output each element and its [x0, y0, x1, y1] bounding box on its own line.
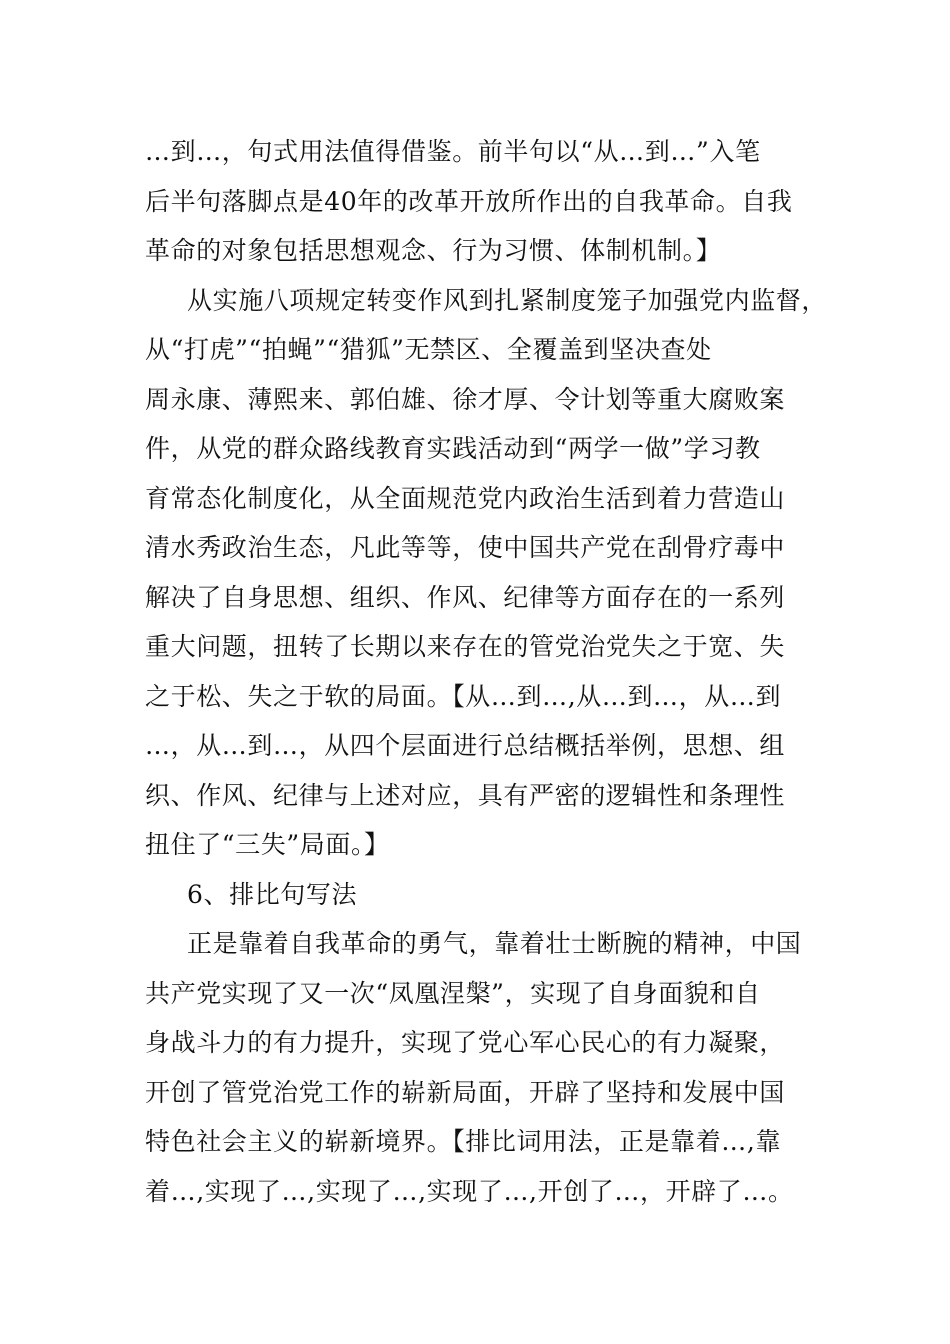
paragraph-start-line: 正是靠着自我革命的勇气，靠着壮士断腕的精神，中国: [187, 929, 802, 958]
text-line: 件，从党的群众路线教育实践活动到“两学一做”学习教: [145, 434, 761, 463]
paragraph-start-line: 从实施八项规定转变作风到扎紧制度笼子加强党内监督，: [187, 285, 828, 315]
text-line: 身战斗力的有力提升，实现了党心军心民心的有力凝聚，: [145, 1028, 786, 1057]
text-line: 育常态化制度化，从全面规范党内政治生活到着力营造山: [145, 483, 786, 513]
text-line: 特色社会主义的崭新境界。【排比词用法，正是靠着…,靠: [145, 1127, 782, 1156]
text-line: 之于松、失之于软的局面。【从…到…,从…到…，从…到: [145, 681, 782, 711]
document-body: [145, 127, 828, 1216]
text-line: 解决了自身思想、组织、作风、纪律等方面存在的一系列: [145, 582, 786, 612]
text-line: 开创了管党治党工作的崭新局面，开辟了坚持和发展中国: [145, 1077, 786, 1107]
text-line: 着…,实现了…,实现了…,实现了…,开创了…，开辟了…。: [145, 1176, 794, 1206]
text-line: 重大问题，扭转了长期以来存在的管党治党失之于宽、失: [145, 632, 786, 661]
text-line: 从“打虎”“拍蝇”“猎狐”无禁区、全覆盖到坚决查处: [145, 335, 712, 364]
text-line: 革命的对象包括思想观念、行为习惯、体制机制。】: [145, 236, 722, 265]
section-heading: 6、排比句写法: [187, 879, 358, 909]
text-line: 周永康、薄熙来、郭伯雄、徐才厚、令计划等重大腐败案: [145, 384, 786, 414]
text-line: …到…，句式用法值得借鉴。前半句以“从…到…”入笔: [145, 137, 761, 166]
text-line: 清水秀政治生态，凡此等等，使中国共产党在刮骨疗毒中: [145, 533, 786, 562]
text-line: 共产党实现了又一次“凤凰涅槃”，实现了自身面貌和自: [145, 978, 761, 1008]
text-line: 后半句落脚点是40年的改革开放所作出的自我革命。自我: [145, 186, 793, 216]
text-line: 织、作风、纪律与上述对应，具有严密的逻辑性和条理性: [145, 780, 786, 810]
text-line: …，从…到…，从四个层面进行总结概括举例，思想、组: [145, 731, 786, 760]
text-line: 扭住了“三失”局面。】: [145, 830, 390, 859]
